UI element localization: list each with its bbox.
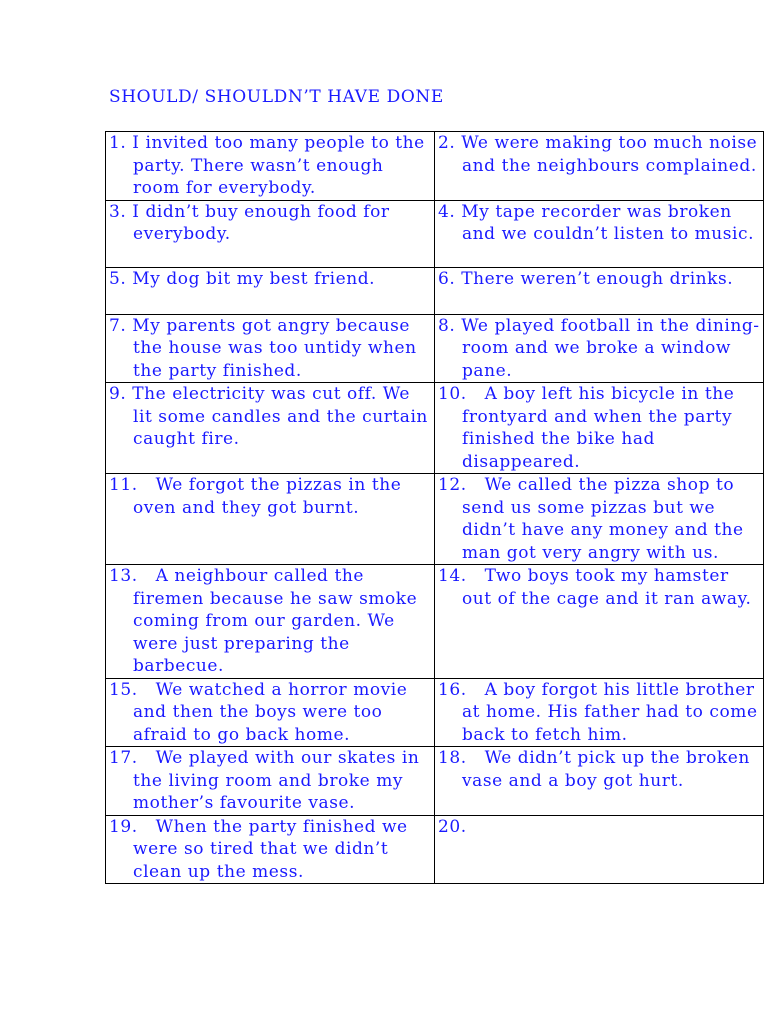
item-number: 5. — [109, 268, 133, 289]
item-number: 4. — [438, 201, 462, 222]
exercise-item — [109, 201, 431, 246]
exercise-cell — [106, 314, 435, 383]
item-text: There weren’t enough drinks. — [461, 268, 734, 289]
exercise-cell — [106, 383, 435, 474]
table-row — [106, 132, 764, 201]
exercise-cell — [106, 200, 435, 267]
exercise-cell — [106, 474, 435, 565]
table-row — [106, 565, 764, 679]
item-number: 7. — [109, 315, 133, 336]
item-number: 9. — [109, 384, 133, 404]
exercise-item — [438, 679, 760, 747]
exercise-cell — [435, 747, 764, 816]
exercise-cell — [106, 132, 435, 201]
exercise-cell — [435, 815, 764, 884]
table-row — [106, 267, 764, 314]
exercise-item — [438, 315, 760, 383]
exercise-cell — [435, 267, 764, 314]
item-text: We played with our skates in the living room and broke my mother’s favourite vase. — [133, 748, 420, 813]
item-text: I didn’t buy enough food for everybody. — [132, 201, 390, 244]
item-text: Two boys took my hamster out of the cage and it ran away. — [462, 566, 752, 609]
exercise-item — [109, 816, 431, 884]
item-text: I invited too many people to the party. There wasn’t enough room for everybody. — [132, 133, 425, 198]
item-text: My dog bit my best friend. — [132, 268, 376, 289]
item-number: 19. — [109, 816, 156, 837]
table-row — [106, 200, 764, 267]
exercise-cell — [435, 383, 764, 474]
item-number: 8. — [438, 315, 462, 336]
exercise-item — [438, 816, 760, 839]
exercise-item — [109, 383, 431, 451]
item-text: My parents got angry because the house was too untidy when the party finished. — [132, 315, 417, 381]
exercise-cell — [106, 747, 435, 816]
item-text: We didn’t pick up the broken vase and a boy got hurt. — [462, 748, 750, 791]
item-number: 11. — [109, 475, 156, 495]
exercise-item — [438, 268, 760, 291]
item-number: 16. — [438, 679, 485, 700]
exercise-cell — [435, 474, 764, 565]
exercise-item — [438, 747, 760, 792]
item-text: A boy left his bicycle in the frontyard and when the party finished the bike had disappeared. — [462, 384, 735, 472]
item-number: 20. — [438, 816, 467, 837]
exercise-item — [438, 474, 760, 564]
exercise-cell — [435, 565, 764, 679]
exercise-cell — [435, 132, 764, 201]
item-number: 17. — [109, 748, 156, 768]
item-number: 13. — [109, 566, 156, 586]
item-text: We watched a horror movie and then the boys were too afraid to go back home. — [133, 679, 408, 745]
exercise-item — [109, 474, 431, 519]
table-row — [106, 474, 764, 565]
item-number: 10. — [438, 384, 485, 404]
exercise-cell — [435, 314, 764, 383]
exercise-cell — [435, 678, 764, 747]
table-row — [106, 747, 764, 816]
exercise-cell — [106, 815, 435, 884]
exercise-item — [109, 679, 431, 747]
item-number: 3. — [109, 201, 133, 222]
exercise-cell — [106, 267, 435, 314]
item-number: 18. — [438, 748, 485, 768]
item-text: When the party finished we were so tired that we didn’t clean up the mess. — [133, 816, 408, 882]
item-text: We forgot the pizzas in the oven and they got burnt. — [133, 475, 402, 518]
item-text: My tape recorder was broken and we couldn’t listen to music. — [461, 201, 755, 244]
item-text: We were making too much noise and the neighbours complained. — [461, 133, 758, 176]
exercise-item — [438, 565, 760, 610]
item-text: The electricity was cut off. We lit some candles and the curtain caught fire. — [132, 384, 428, 449]
exercise-table — [105, 131, 764, 884]
exercise-item — [438, 383, 760, 473]
exercise-item — [109, 132, 431, 200]
item-text: We called the pizza shop to send us some pizzas but we didn’t have any money and the man got very angry with us. — [462, 475, 744, 563]
exercise-item — [438, 132, 760, 177]
item-text: We played football in the dining-room and we broke a window pane. — [461, 315, 760, 381]
table-row — [106, 678, 764, 747]
item-text: A neighbour called the firemen because he saw smoke coming from our garden. We were just preparing the barbecue. — [133, 566, 418, 676]
exercise-cell — [106, 565, 435, 679]
exercise-item — [109, 565, 431, 678]
item-number: 6. — [438, 268, 462, 289]
table-row — [106, 815, 764, 884]
item-number: 12. — [438, 475, 485, 495]
item-number: 14. — [438, 566, 485, 586]
item-number: 1. — [109, 133, 133, 153]
exercise-item — [438, 201, 760, 246]
item-number: 2. — [438, 133, 462, 153]
table-row — [106, 314, 764, 383]
exercise-item — [109, 315, 431, 383]
exercise-cell — [106, 678, 435, 747]
table-row — [106, 383, 764, 474]
item-number: 15. — [109, 679, 156, 700]
page-title: SHOULD/ SHOULDN’T HAVE DONE — [109, 87, 444, 107]
item-text: A boy forgot his little brother at home. His father had to come back to fetch him. — [462, 679, 758, 745]
exercise-item — [109, 747, 431, 815]
exercise-item — [109, 268, 431, 291]
exercise-cell — [435, 200, 764, 267]
